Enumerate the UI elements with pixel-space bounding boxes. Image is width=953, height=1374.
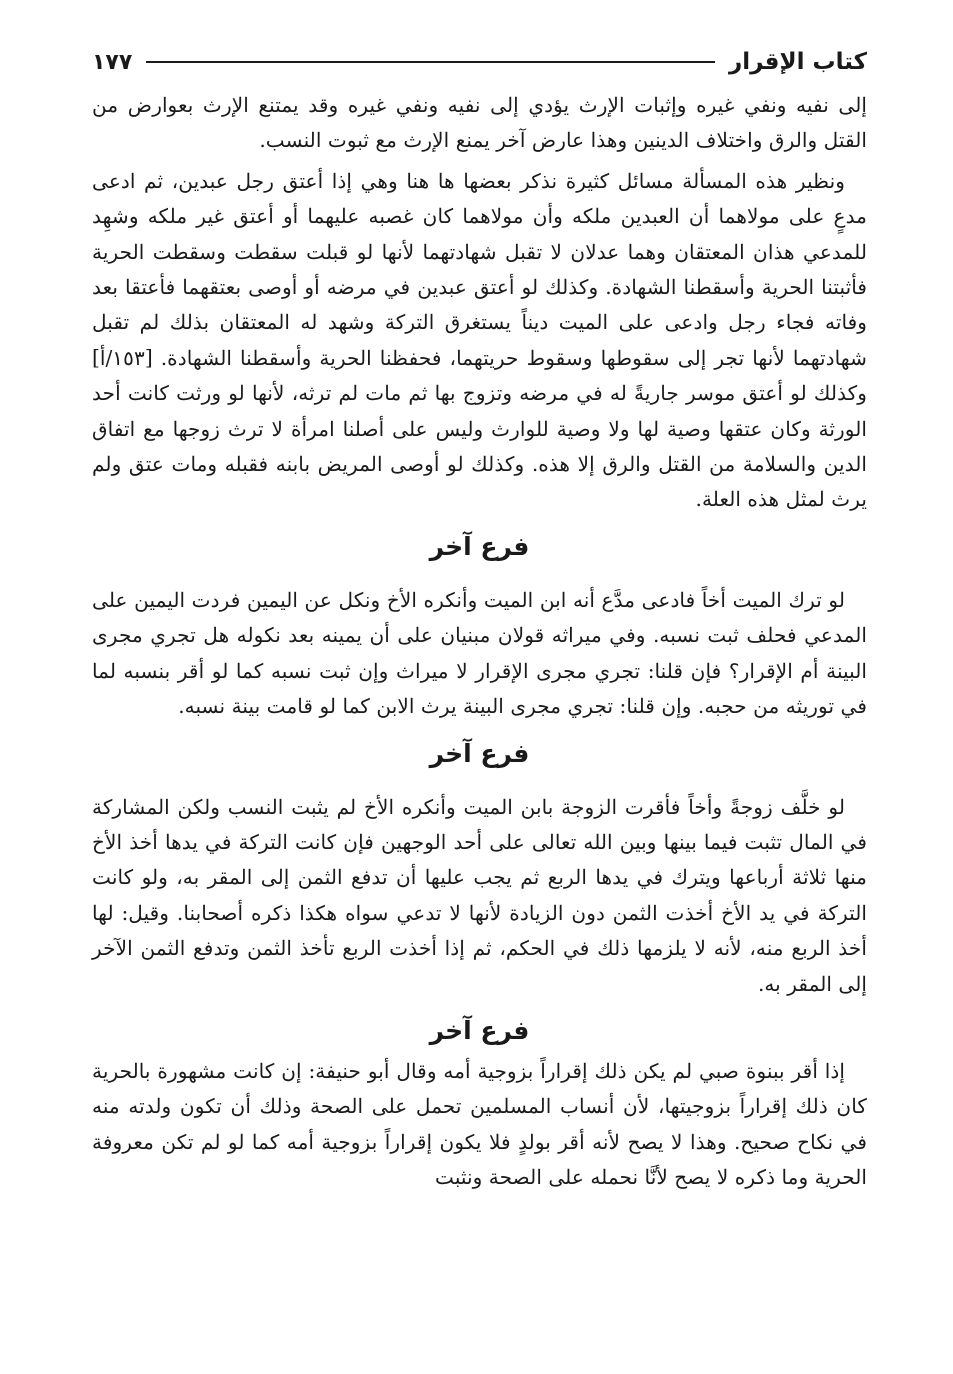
paragraph-brother-case: لو ترك الميت أخاً فادعى مدَّع أنه ابن الميت وأنكره الأخ ونكل عن اليمين فردت اليمين على المدعي فحلف ثبت نسبه. وفي ميراثه قولان مبنيان على أن يمينه بعد نكوله هل تجري مجرى البينة أم الإقرار؟ فإن قلنا: تجري مجرى الإقرار لا ميراث وإن ثبت نسبه كما لو أقر بنسبه لما في توريثه من حجبه. وإن قلنا: تجري مجرى البينة يرث الابن كما لو قامت بينة نسبه.	[92, 587, 867, 719]
book-page	[92, 42, 867, 1196]
section-heading-1: فرع آخر	[429, 531, 530, 561]
running-header	[92, 42, 867, 82]
spacer	[92, 565, 867, 583]
paragraph-child-case: إذا أقر ببنوة صبي لم يكن ذلك إقراراً بزوجية أمه وقال أبو حنيفة: إن كانت مشهورة بالحرية كان ذلك إقراراً بزوجيتها، لأن أنساب المسلمين تحمل على الصحة وذلك أن تكون ولدته منه في نكاح صحيح. وهذا لا يصح لأنه أقر بولدٍ فلا يكون إقراراً بزوجية أمه كما لو لم تكن معروفة الحرية وما ذكره لا يصح لأنَّا نحمله على الصحة ونثبت	[92, 1058, 867, 1190]
spacer	[92, 725, 867, 736]
spacer	[92, 1002, 867, 1013]
section-heading-2: فرع آخر	[429, 738, 530, 768]
running-header-title: كتاب الإقرار	[728, 49, 867, 75]
section-heading-3: فرع آخر	[429, 1015, 530, 1045]
page-number: ١٧٧	[92, 49, 133, 75]
spacer	[92, 772, 867, 790]
paragraph-continuation: إلى نفيه ونفي غيره وإثبات الإرث يؤدي إلى نفيه ونفي غيره وقد يمتنع الإرث بعوارض من القتل والرق واختلاف الدينين وهذا عارض آخر يمنع الإرث مع ثبوت النسب.	[92, 93, 867, 153]
paragraph-wife-case: لو خلَّف زوجةً وأخاً فأقرت الزوجة بابن الميت وأنكره الأخ لم يثبت النسب ولكن المشاركة في المال تثبت فيما بينها وبين الله تعالى على أحد الوجهين فإن كانت التركة في يدها أخذ الأخ منها ثلاثة أرباعها ويترك في يدها الربع ثم يجب عليها أن تدفع الثمن إلى المقر به، ولو كانت التركة في يد الأخ أخذت الثمن دون الزيادة لأنها لا تدعي سواه هكذا ذكره أصحابنا. وقيل: لها أخذ الربع منه، لأنه لا يلزمها ذلك في الحكم، ثم إذا أخذت الربع تأخذ الثمن وتدفع الثمن الآخر إلى المقر به.	[92, 794, 867, 996]
paragraph-similar-cases: ونظير هذه المسألة مسائل كثيرة نذكر بعضها ها هنا وهي إذا أعتق رجل عبدين، ثم ادعى مدعٍ على مولاهما أن العبدين ملكه وأن مولاهما كان غصبه عليهما أو أعتق غير ملكه وشهِد للمدعي هذان المعتقان وهما عدلان لا تقبل شهادتهما لأنها لو قبلت سقطت وسقطت الحرية فأثبتنا الحرية وأسقطنا الشهادة. وكذلك لو أعتق عبدين في مرضه أو أوصى بعتقهما فأعتقا بعد وفاته فجاء رجل وادعى على الميت ديناً يستغرق التركة وشهد له المعتقان بذلك لم تقبل شهادتهما لأنها تجر إلى سقوطها وسقوط حريتهما، فحفظنا الحرية وأسقطنا الشهادة. [١٥٣/أ] وكذلك لو أعتق موسر جاريةً له في مرضه وتزوج بها ثم مات لم ترثه، لأنها لو ورثت كانت أحد الورثة وكان عتقها وصية لها ولا وصية للوارث وليس على أصلنا امرأة لا ترث زوجها مع اتفاق الدين والسلامة من القتل والرق إلا هذه. وكذلك لو أوصى المريض بابنه فقبله ومات عتق ولم يرث لمثل هذه العلة.	[92, 168, 867, 512]
spacer	[92, 518, 867, 529]
header-rule	[146, 61, 715, 63]
